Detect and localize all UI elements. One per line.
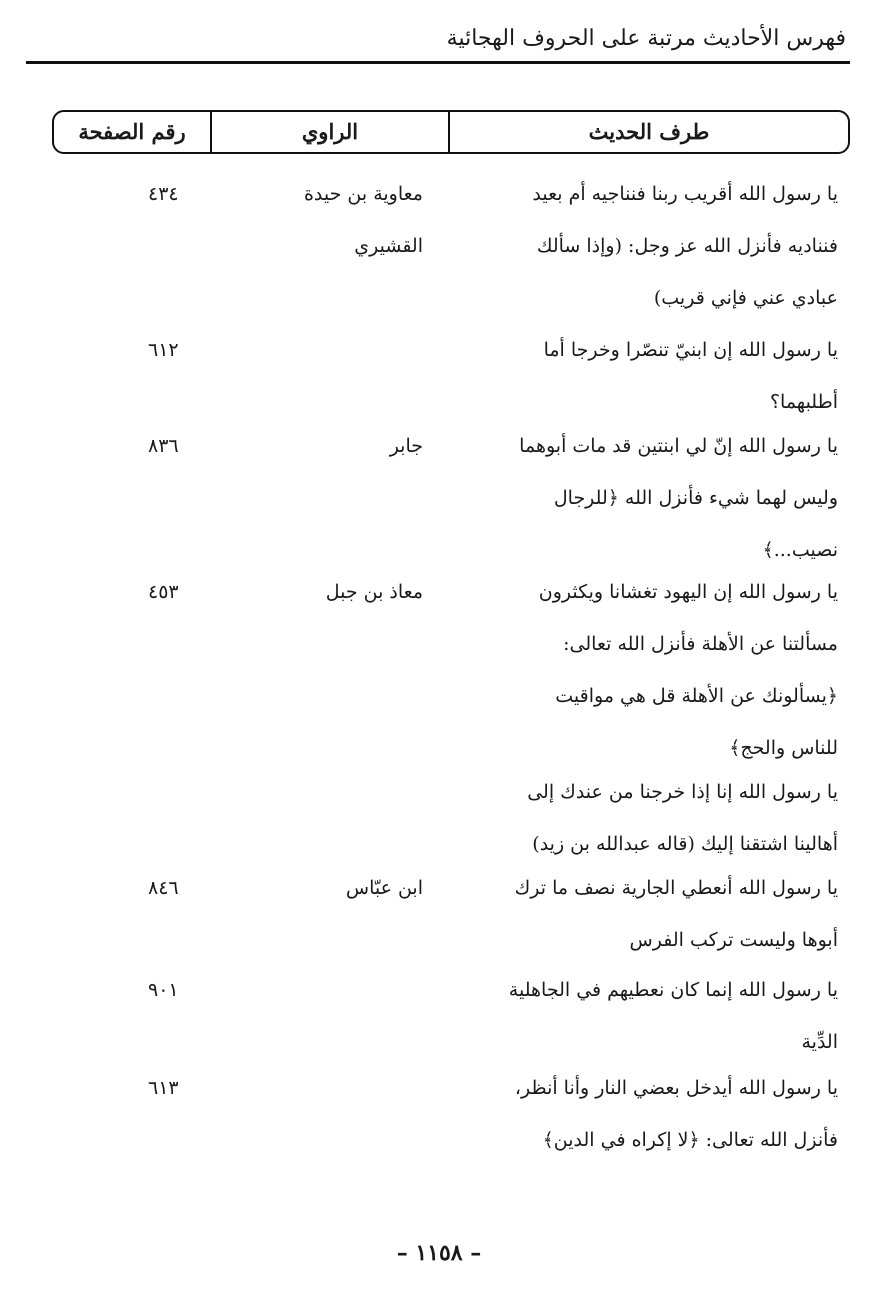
column-divider	[448, 112, 450, 152]
column-header-page: رقم الصفحة	[78, 119, 186, 144]
hadith-line: فأنزل الله تعالى: ﴿لا إكراه في الدين﴾	[542, 1129, 838, 1151]
hadith-line: يا رسول الله أيدخل بعضي النار وأنا أنظر،	[514, 1077, 838, 1099]
hadith-text	[450, 168, 838, 324]
page-number: ٨٣٦	[148, 435, 179, 457]
hadith-line: يا رسول الله أقريب ربنا فنناجيه أم بعيد	[532, 183, 838, 205]
hadith-line: أهالينا اشتقنا إليك (قاله عبدالله بن زيد)	[532, 833, 838, 855]
hadith-line: أبوها وليست تركب الفرس	[629, 929, 838, 951]
hadith-line: يا رسول الله أنعطي الجارية نصف ما ترك	[514, 877, 838, 899]
narrator-line: معاوية بن حيدة	[303, 183, 423, 205]
hadith-text	[450, 862, 838, 966]
narrator-line: معاذ بن جبل	[325, 581, 423, 603]
hadith-text	[450, 420, 838, 576]
hadith-line: وليس لهما شيء فأنزل الله ﴿للرجال	[553, 487, 838, 509]
hadith-line: الدِّية	[801, 1031, 838, 1053]
hadith-text	[450, 324, 838, 428]
hadith-line: ﴿يسألونك عن الأهلة قل هي مواقيت	[555, 685, 838, 707]
page-number: ٦١٢	[148, 339, 179, 361]
page-number: ٩٠١	[148, 979, 179, 1001]
hadith-line: للناس والحج﴾	[729, 737, 838, 759]
hadith-line: نصيب...﴾	[762, 539, 838, 561]
narrator	[223, 420, 423, 472]
hadith-line: أطلبهما؟	[769, 391, 838, 413]
header-rule	[26, 61, 850, 64]
hadith-line: فنناديه فأنزل الله عز وجل: (وإذا سألك	[536, 235, 838, 257]
hadith-line: يا رسول الله إنّ لي ابنتين قد مات أبوهما	[519, 435, 838, 457]
running-title: فهرس الأحاديث مرتبة على الحروف الهجائية	[446, 26, 846, 51]
table-header	[52, 110, 850, 154]
hadith-line: عبادي عني فإني قريب)	[653, 287, 838, 309]
narrator	[223, 566, 423, 618]
hadith-line: يا رسول الله إنا إذا خرجنا من عندك إلى	[527, 781, 838, 803]
page-folio: – ١١٥٨ –	[396, 1240, 482, 1266]
page-number: ٦١٣	[148, 1077, 179, 1099]
hadith-text	[450, 766, 838, 870]
hadith-text	[450, 1062, 838, 1166]
narrator	[223, 168, 423, 272]
narrator-line: ابن عبّاس	[345, 877, 423, 899]
page-number: ٤٣٤	[148, 183, 179, 205]
hadith-line: يا رسول الله إن اليهود تغشانا ويكثرون	[538, 581, 838, 603]
page-number: ٨٤٦	[148, 877, 179, 899]
hadith-line: يا رسول الله إن ابنيّ تنصّرا وخرجا أما	[543, 339, 838, 361]
hadith-line: يا رسول الله إنما كان نعطيهم في الجاهلية	[508, 979, 838, 1001]
page-number: ٤٥٣	[148, 581, 179, 603]
hadith-text	[450, 566, 838, 774]
column-header-hadith: طرف الحديث	[588, 119, 710, 144]
narrator	[223, 862, 423, 914]
narrator-line: القشيري	[354, 235, 423, 257]
column-header-narrator: الراوي	[301, 119, 359, 144]
column-divider	[210, 112, 212, 152]
hadith-line: مسألتنا عن الأهلة فأنزل الله تعالى:	[563, 633, 838, 655]
narrator-line: جابر	[389, 435, 423, 457]
hadith-text	[450, 964, 838, 1068]
